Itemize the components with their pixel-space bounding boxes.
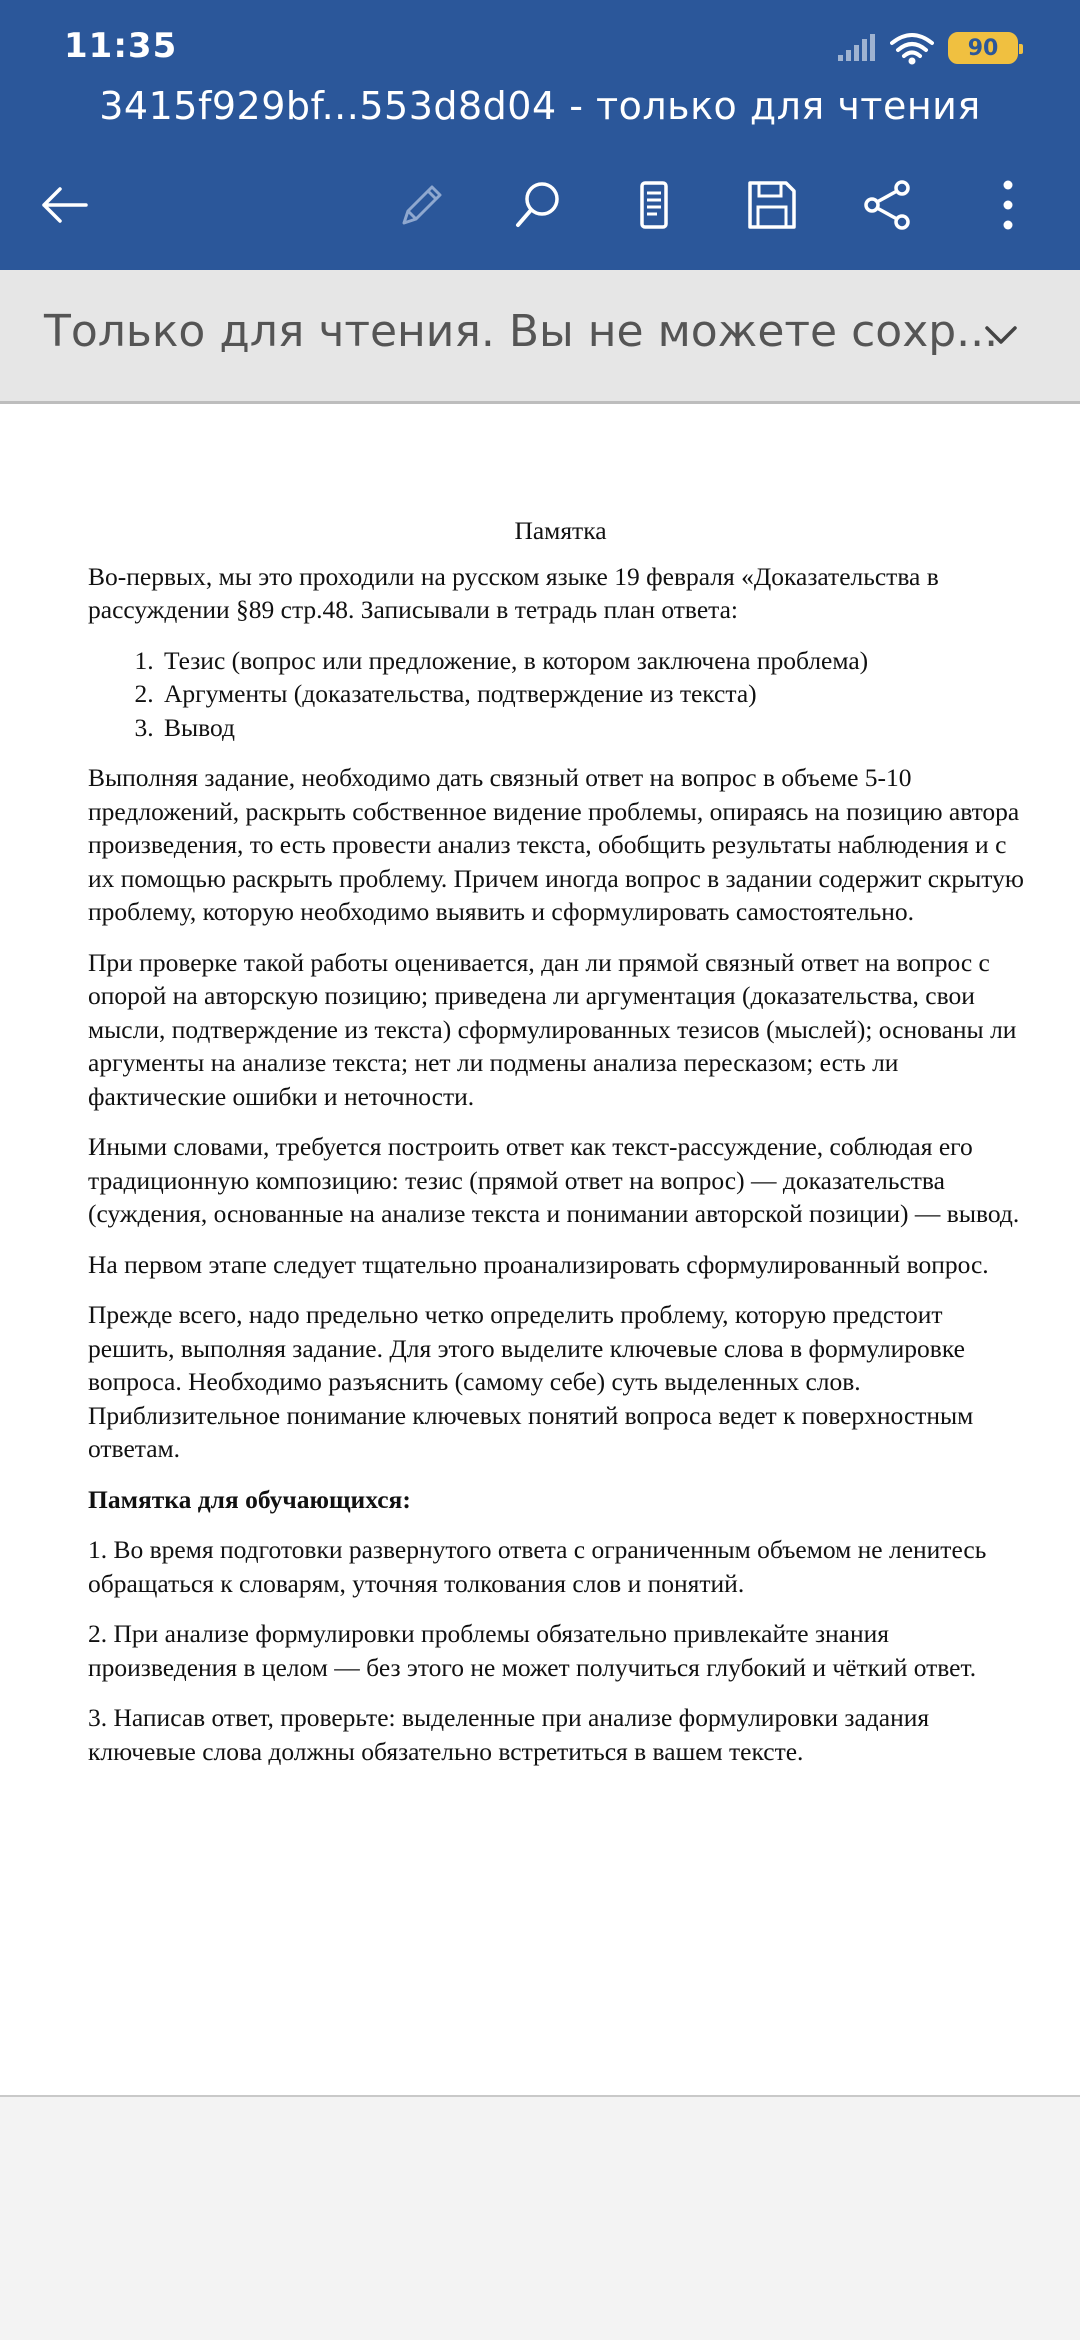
app-header (0, 0, 1080, 270)
mobile-view-icon (626, 177, 682, 233)
banner-expand-button[interactable] (966, 300, 1036, 370)
back-arrow-icon (36, 177, 92, 233)
document-title: 3415f929bf...553d8d04 - только для чтения (99, 84, 981, 128)
search-icon (510, 177, 566, 233)
plan-list (88, 644, 1033, 745)
paragraph: На первом этапе следует тщательно проанализировать сформулированный вопрос. (88, 1249, 989, 1279)
edit-button[interactable] (382, 160, 462, 250)
read-only-banner[interactable] (0, 270, 1080, 404)
share-button[interactable] (848, 160, 928, 250)
document-body (88, 514, 1033, 1785)
signal-icon (836, 33, 876, 63)
memo-item: 1. Во время подготовки развернутого ответа с ограниченным объемом не ленитесь обращаться к словарям, уточняя толкования слов и понятий. (88, 1535, 987, 1598)
more-vertical-icon (980, 177, 1036, 233)
plan-item: 1. Тезис (вопрос или предложение, в котором заключена проблема) (160, 644, 1033, 678)
paragraph: Прежде всего, надо предельно четко определить проблему, которую предстоит решить, выполняя задание. Для этого выделите ключевые слова в формулировке вопроса. Необходимо разъяснить (самому себе) суть выделенных слов. Приблизительное понимание ключевых понятий вопроса ведет к поверхностным ответам. (88, 1300, 974, 1463)
paragraph: Выполняя задание, необходимо дать связный ответ на вопрос в объеме 5-10 предложений, раскрыть собственное видение проблемы, опираясь на позицию автора произведения, то есть провести анализ текста, обобщить результаты наблюдения и с их помощью раскрыть проблему. Причем иногда вопрос в задании содержит скрытую проблему, которую необходимо выявить и сформулировать самостоятельно. (88, 763, 1024, 926)
memo-item: 3. Написав ответ, проверьте: выделенные при анализе формулировки задания ключевые слова должны обязательно встретиться в вашем тексте. (88, 1703, 930, 1766)
search-button[interactable] (498, 160, 578, 250)
paragraph: При проверке такой работы оценивается, дан ли прямой связный ответ на вопрос с опорой на авторскую позицию; приведена ли аргументация (доказательства, свои мысли, подтверждение из текста) сформулированных тезисов (мыслей); основаны ли аргументы на анализе текста; нет ли подмены анализа пересказом; есть ли фактические ошибки и неточности. (88, 947, 1017, 1111)
save-button[interactable] (732, 160, 812, 250)
status-bar (0, 0, 1080, 90)
status-icons (836, 30, 1018, 66)
toolbar (0, 160, 1080, 250)
battery-level: 90 (967, 35, 999, 61)
read-only-message: Только для чтения. Вы не можете сохр... (44, 306, 999, 357)
paragraph: Иными словами, требуется построить ответ как текст-рассуждение, соблюдая его традиционную композицию: тезис (прямой ответ на вопрос) — доказательства (суждения, основанные на анализе текста и понимании авторской позиции) — вывод. (88, 1132, 1020, 1228)
plan-item: 3. Вывод (160, 711, 1033, 745)
memo-heading: Памятка для обучающихся: (88, 1484, 411, 1514)
wifi-icon (890, 31, 934, 65)
document-heading: Памятка (514, 516, 607, 545)
back-button[interactable] (24, 160, 104, 250)
chevron-down-icon (984, 324, 1018, 346)
status-time: 11:35 (64, 26, 178, 66)
memo-item: 2. При анализе формулировки проблемы обязательно привлекайте знания произведения в целом — без этого не может получиться глубокий и чёткий ответ. (88, 1619, 977, 1682)
intro-paragraph: Во-первых, мы это проходили на русском языке 19 февраля «Доказательства в рассуждении §89 стр.48. Записывали в тетрадь план ответа: (88, 561, 939, 624)
more-options-button[interactable] (968, 160, 1048, 250)
pencil-icon (394, 177, 450, 233)
mobile-view-button[interactable] (614, 160, 694, 250)
document-page[interactable] (0, 404, 1080, 2097)
save-icon (744, 177, 800, 233)
share-icon (860, 177, 916, 233)
battery-icon (948, 32, 1018, 64)
plan-item: 2. Аргументы (доказательства, подтверждение из текста) (160, 677, 1033, 711)
